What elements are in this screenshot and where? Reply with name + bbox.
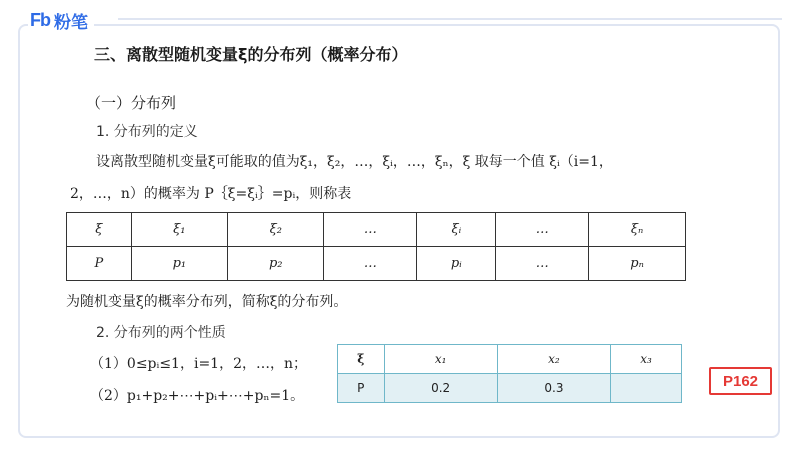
table-cell: … xyxy=(496,213,589,247)
logo-mark: Fb xyxy=(30,9,50,30)
distribution-row-probabilities xyxy=(67,247,686,281)
brand-logo xyxy=(28,8,94,32)
logo-text: 粉笔 xyxy=(54,12,88,33)
property-1: （1）0≤pᵢ≤1，i=1，2，…，n； xyxy=(90,356,307,372)
property-2: （2）p₁+p₂+⋯+pᵢ+⋯+pₙ=1。 xyxy=(90,388,305,404)
definition-conclusion: 为随机变量ξ的概率分布列，简称ξ的分布列。 xyxy=(66,294,348,310)
table-cell: P xyxy=(67,247,132,281)
properties-heading: 2. 分布列的两个性质 xyxy=(96,325,226,341)
header-rule xyxy=(118,18,782,20)
table-cell: … xyxy=(324,247,417,281)
table-cell: x₂ xyxy=(497,345,610,374)
definition-heading: 1. 分布列的定义 xyxy=(96,124,198,140)
distribution-table xyxy=(66,212,686,281)
table-cell: … xyxy=(496,247,589,281)
table-cell: p₂ xyxy=(228,247,324,281)
table-cell xyxy=(611,374,682,403)
definition-line-2: 2，…，n）的概率为 P｛ξ=ξᵢ｝=pᵢ，则称表 xyxy=(70,186,352,202)
table-cell: … xyxy=(324,213,417,247)
example-table xyxy=(337,344,682,403)
table-cell: ξ₁ xyxy=(131,213,227,247)
table-cell: ξ xyxy=(67,213,132,247)
table-cell: ξ xyxy=(338,345,385,374)
section-heading: （一）分布列 xyxy=(86,94,177,112)
definition-line-1: 设离散型随机变量ξ可能取的值为ξ₁，ξ₂，…，ξᵢ，…，ξₙ，ξ 取每一个值 ξᵢ（i=1， xyxy=(96,154,613,170)
page-title: 三、离散型随机变量ξ的分布列（概率分布） xyxy=(94,45,408,64)
table-cell: ξᵢ xyxy=(417,213,496,247)
table-cell: p₁ xyxy=(131,247,227,281)
example-header-row xyxy=(338,345,682,374)
table-cell: x₁ xyxy=(384,345,497,374)
table-cell: P xyxy=(338,374,385,403)
table-cell: x₃ xyxy=(611,345,682,374)
table-cell: pₙ xyxy=(589,247,686,281)
example-data-row xyxy=(338,374,682,403)
distribution-row-values xyxy=(67,213,686,247)
table-cell: 0.2 xyxy=(384,374,497,403)
table-cell: pᵢ xyxy=(417,247,496,281)
table-cell: ξ₂ xyxy=(228,213,324,247)
page-reference-badge: P162 xyxy=(709,367,772,395)
table-cell: 0.3 xyxy=(497,374,610,403)
table-cell: ξₙ xyxy=(589,213,686,247)
